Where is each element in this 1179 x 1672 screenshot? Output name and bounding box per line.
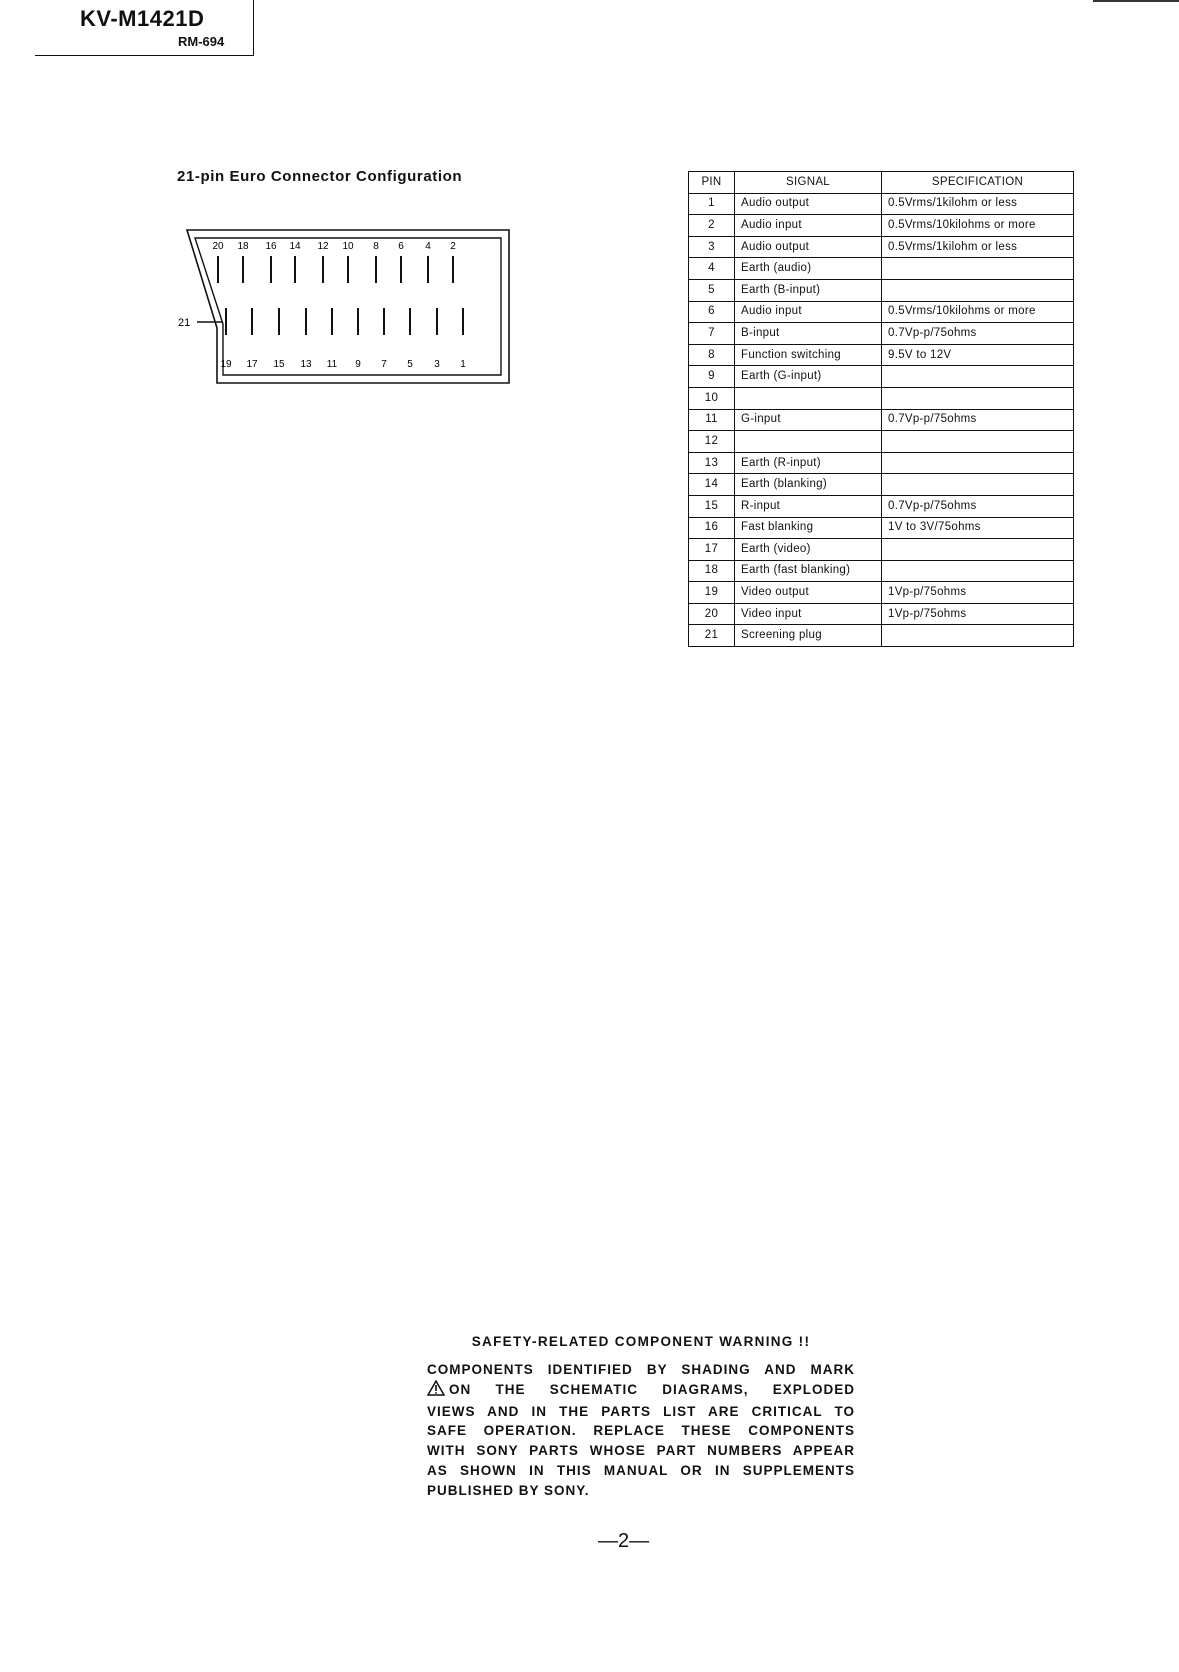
bottom-pin-label: 15	[273, 359, 285, 370]
top-pin-label: 4	[425, 241, 431, 252]
table-row	[689, 625, 1074, 647]
cell-signal: B-input	[735, 323, 882, 345]
table-row	[689, 431, 1074, 453]
model-number: KV-M1421D	[80, 6, 205, 31]
table-row	[689, 474, 1074, 496]
cell-signal: G-input	[735, 409, 882, 431]
cell-pin: 14	[689, 474, 735, 496]
table-row	[689, 387, 1074, 409]
cell-signal: Earth (fast blanking)	[735, 560, 882, 582]
table-row	[689, 409, 1074, 431]
cell-pin: 18	[689, 560, 735, 582]
bottom-pin-row	[220, 308, 466, 370]
cell-spec	[882, 431, 1074, 453]
cell-spec	[882, 258, 1074, 280]
cell-signal	[735, 387, 882, 409]
cell-pin: 7	[689, 323, 735, 345]
top-pin-label: 12	[317, 241, 329, 252]
cell-spec: 0.7Vp-p/75ohms	[882, 323, 1074, 345]
top-right-rule	[1093, 0, 1179, 2]
page-number: —2—	[598, 1530, 650, 1552]
cell-pin: 8	[689, 344, 735, 366]
table-row	[689, 236, 1074, 258]
cell-spec: 0.5Vrms/1kilohm or less	[882, 193, 1074, 215]
warning-line: PUBLISHED BY SONY.	[427, 1482, 590, 1498]
cell-signal: Audio output	[735, 193, 882, 215]
header-pin: PIN	[689, 172, 735, 194]
cell-spec	[882, 474, 1074, 496]
cell-pin: 10	[689, 387, 735, 409]
bottom-pin-label: 17	[246, 359, 258, 370]
connector-title: 21-pin Euro Connector Configuration	[177, 168, 463, 185]
cell-pin: 21	[689, 625, 735, 647]
cell-signal	[735, 431, 882, 453]
remote-model: RM-694	[178, 34, 225, 49]
cell-signal: Audio input	[735, 301, 882, 323]
cell-spec	[882, 625, 1074, 647]
warning-title: SAFETY-RELATED COMPONENT WARNING !!	[471, 1334, 811, 1349]
bottom-pin-label: 1	[460, 359, 466, 370]
warning-line: AS SHOWN IN THIS MANUAL OR IN SUPPLEMENTS	[427, 1462, 855, 1478]
cell-pin: 15	[689, 495, 735, 517]
cell-pin: 1	[689, 193, 735, 215]
warning-line: COMPONENTS IDENTIFIED BY SHADING AND MARK	[427, 1362, 855, 1377]
cell-pin: 3	[689, 236, 735, 258]
bottom-pin-label: 5	[407, 359, 413, 370]
cell-pin: 19	[689, 582, 735, 604]
warning-line: ON THE SCHEMATIC DIAGRAMS, EXPLODED	[449, 1381, 855, 1397]
warning-line-with-icon	[427, 1380, 855, 1402]
cell-pin: 16	[689, 517, 735, 539]
bottom-pin-label: 9	[355, 359, 361, 370]
top-pin-label: 2	[450, 241, 456, 252]
cell-pin: 2	[689, 215, 735, 237]
cell-pin: 4	[689, 258, 735, 280]
table-header-row	[689, 172, 1074, 194]
table-row	[689, 452, 1074, 474]
warning-triangle-icon	[427, 1380, 445, 1402]
cell-spec: 0.5Vrms/10kilohms or more	[882, 301, 1074, 323]
top-pin-row	[212, 241, 456, 283]
table-row	[689, 582, 1074, 604]
cell-signal: Audio input	[735, 215, 882, 237]
pin-specification-table	[688, 171, 1074, 647]
safety-warning	[427, 1334, 855, 1501]
cell-spec: 0.5Vrms/10kilohms or more	[882, 215, 1074, 237]
pin-21-label: 21	[178, 317, 191, 329]
top-pin-label: 20	[212, 241, 224, 252]
cell-signal: Earth (R-input)	[735, 452, 882, 474]
cell-spec: 0.7Vp-p/75ohms	[882, 409, 1074, 431]
cell-signal: Earth (audio)	[735, 258, 882, 280]
cell-signal: Earth (B-input)	[735, 279, 882, 301]
cell-signal: Earth (blanking)	[735, 474, 882, 496]
bottom-pin-label: 7	[381, 359, 387, 370]
header-specification: SPECIFICATION	[882, 172, 1074, 194]
table-row	[689, 193, 1074, 215]
warning-body	[427, 1360, 855, 1501]
cell-pin: 17	[689, 539, 735, 561]
cell-pin: 20	[689, 603, 735, 625]
header-signal: SIGNAL	[735, 172, 882, 194]
cell-signal: Video output	[735, 582, 882, 604]
table-row	[689, 539, 1074, 561]
table-row	[689, 258, 1074, 280]
cell-signal: Function switching	[735, 344, 882, 366]
cell-spec	[882, 279, 1074, 301]
warning-line: VIEWS AND IN THE PARTS LIST ARE CRITICAL TO	[427, 1403, 855, 1419]
cell-spec: 1V to 3V/75ohms	[882, 517, 1074, 539]
top-pin-label: 16	[265, 241, 277, 252]
cell-signal: Video input	[735, 603, 882, 625]
bottom-pin-label: 3	[434, 359, 440, 370]
table-row	[689, 323, 1074, 345]
top-pin-label: 6	[398, 241, 404, 252]
table-row	[689, 279, 1074, 301]
top-pin-label: 10	[342, 241, 354, 252]
table-row	[689, 344, 1074, 366]
bottom-pin-label: 19	[220, 359, 232, 370]
warning-line: WITH SONY PARTS WHOSE PART NUMBERS APPEAR	[427, 1443, 855, 1459]
cell-spec	[882, 539, 1074, 561]
cell-spec: 0.5Vrms/1kilohm or less	[882, 236, 1074, 258]
cell-spec	[882, 452, 1074, 474]
cell-spec	[882, 387, 1074, 409]
table-row	[689, 366, 1074, 388]
connector-diagram	[175, 228, 520, 393]
table-row	[689, 215, 1074, 237]
cell-signal: Earth (G-input)	[735, 366, 882, 388]
top-pin-label: 8	[373, 241, 379, 252]
cell-spec	[882, 560, 1074, 582]
cell-signal: Audio output	[735, 236, 882, 258]
table-row	[689, 495, 1074, 517]
table-row	[689, 517, 1074, 539]
cell-signal: Earth (video)	[735, 539, 882, 561]
cell-signal: R-input	[735, 495, 882, 517]
cell-signal: Screening plug	[735, 625, 882, 647]
table-row	[689, 301, 1074, 323]
top-pin-label: 14	[289, 241, 301, 252]
bottom-pin-label: 11	[326, 359, 338, 370]
bottom-pin-label: 13	[300, 359, 312, 370]
cell-spec: 1Vp-p/75ohms	[882, 582, 1074, 604]
table-row	[689, 603, 1074, 625]
cell-spec: 0.7Vp-p/75ohms	[882, 495, 1074, 517]
cell-pin: 13	[689, 452, 735, 474]
cell-spec: 1Vp-p/75ohms	[882, 603, 1074, 625]
cell-spec: 9.5V to 12V	[882, 344, 1074, 366]
cell-pin: 11	[689, 409, 735, 431]
warning-line: SAFE OPERATION. REPLACE THESE COMPONENTS	[427, 1423, 855, 1439]
cell-pin: 9	[689, 366, 735, 388]
cell-pin: 12	[689, 431, 735, 453]
top-pin-label: 18	[237, 241, 249, 252]
table-row	[689, 560, 1074, 582]
cell-pin: 6	[689, 301, 735, 323]
cell-signal: Fast blanking	[735, 517, 882, 539]
cell-spec	[882, 366, 1074, 388]
cell-pin: 5	[689, 279, 735, 301]
